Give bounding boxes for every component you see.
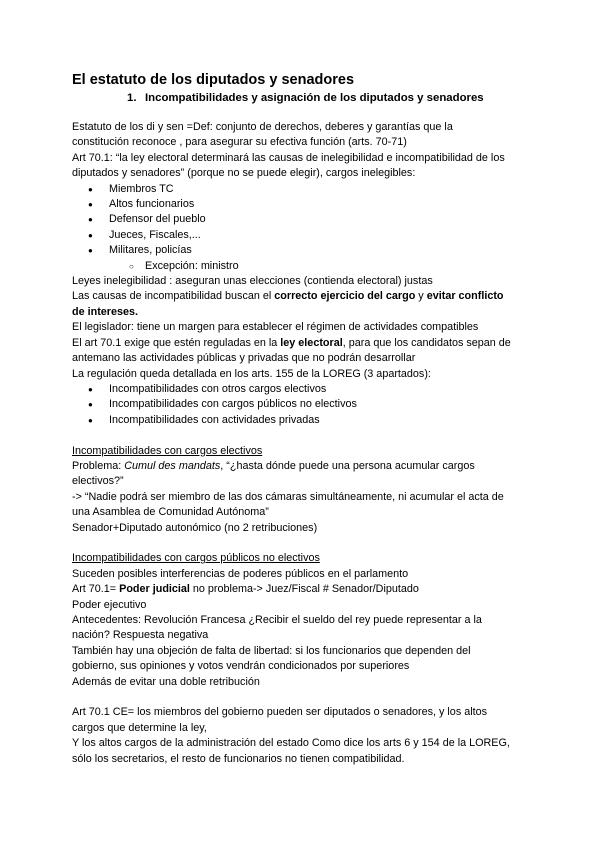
ineligible-list [72,182,532,274]
paragraph-line: constitución reconoce , para asegurar su efectiva función (arts. 70-71) [72,136,407,149]
paragraph-line: El art 70.1 exige que estén reguladas en la ley electoral, para que los candidatos sepan de [72,336,511,349]
paragraph-line: Problema: Cumul des mandats, “¿hasta dónde puede una persona acumular cargos [72,459,475,472]
document-title: El estatuto de los diputados y senadores [72,72,355,88]
paragraph-line: Art 70.1= Poder judicial no problema-> Juez/Fiscal # Senador/Diputado [72,583,419,596]
paragraph-line: Y los altos cargos de la administración del estado Como dice los arts 6 y 154 de la LOREG, [72,737,510,750]
paragraph-line: -> “Nadie podrá ser miembro de las dos cámaras simultáneamente, ni acumular el acta de [72,490,504,503]
paragraph-line: gobierno, sus opiniones y votos vendrán condicionados por superiores [72,660,410,673]
paragraph-line: Poder ejecutivo [72,598,147,611]
italic-text: Cumul des mandats [124,459,221,472]
bold-text: ley electoral [280,336,343,349]
paragraph-line: Art 70.1 CE= los miembros del gobierno pueden ser diputados o senadores, y los altos [72,706,488,719]
list-item: ● Miembros TC [72,182,532,197]
paragraph-line: También hay una objeción de falta de libertad: si los funcionarios que dependen del [72,644,471,657]
paragraph-line: diputados y senadores” (porque no se puede elegir), cargos inelegibles: [72,167,416,180]
bold-text: correcto ejercicio del cargo [274,290,416,303]
section-title: Incompatibilidades y asignación de los diputados y senadores [145,92,484,104]
bold-text: de intereses. [72,305,139,318]
paragraph-line: El legislador: tiene un margen para establecer el régimen de actividades compatibles [72,321,479,334]
paragraph-line: Las causas de incompatibilidad buscan el correcto ejercicio del cargo y evitar conflicto [72,290,504,303]
list-item: ● Militares, policías [72,243,532,258]
paragraph-line: nación? Respuesta negativa [72,629,209,642]
list-item: ● Altos funcionarios [72,197,532,212]
paragraph-line: cargos que determine la ley, [72,721,207,734]
list-item: ● Incompatibilidades con cargos públicos no electivos [72,397,532,412]
subsection-heading: Incompatibilidades con cargos electivos [72,444,263,457]
spacer [72,428,532,443]
paragraph-line: electivos?” [72,475,124,488]
section-heading [127,91,484,106]
subsection-heading: Incompatibilidades con cargos públicos no electivos [72,552,320,565]
paragraph-line: una Asamblea de Comunidad Autónoma” [72,506,269,519]
spacer [72,690,532,705]
spacer [72,536,532,551]
list-item: ● Incompatibilidades con actividades privadas [72,413,532,428]
paragraph-line: antemano las actividades públicas y privadas que no podrán desarrollar [72,352,416,365]
bold-text: Poder judicial [119,583,190,596]
paragraph-line: Estatuto de los di y sen =Def: conjunto de derechos, deberes y garantías que la [72,121,453,133]
paragraph-line: Senador+Diputado autonómico (no 2 retribuciones) [72,521,318,534]
paragraph-line: Suceden posibles interferencias de poderes públicos en el parlamento [72,567,409,580]
paragraph-line: sólo los secretarios, el resto de funcionarios no tienen compatibilidad. [72,752,405,765]
list-item: ● Jueces, Fiscales,... [72,228,532,243]
bold-text: evitar conflicto [426,290,504,303]
list-item: ● Incompatibilidades con otros cargos electivos [72,382,532,397]
paragraph-line: Además de evitar una doble retribución [72,675,260,688]
document-body [72,120,532,767]
section-number: 1. [127,92,137,104]
paragraph-line [72,305,532,320]
paragraph-line: La regulación queda detallada en los arts. 155 de la LOREG (3 apartados): [72,367,431,380]
sub-list-item: ○ Excepción: ministro [72,259,532,274]
paragraph-line: Antecedentes: Revolución Francesa ¿Recibir el sueldo del rey puede representar a la [72,613,482,626]
paragraph-line: Art 70.1: “la ley electoral determinará las causas de inelegibilidad e incompatibilidad de los [72,151,505,164]
paragraph-line: Leyes inelegibilidad : aseguran unas elecciones (contienda electoral) justas [72,275,433,288]
regulation-list [72,382,532,428]
list-item: ● Defensor del pueblo [72,212,532,227]
